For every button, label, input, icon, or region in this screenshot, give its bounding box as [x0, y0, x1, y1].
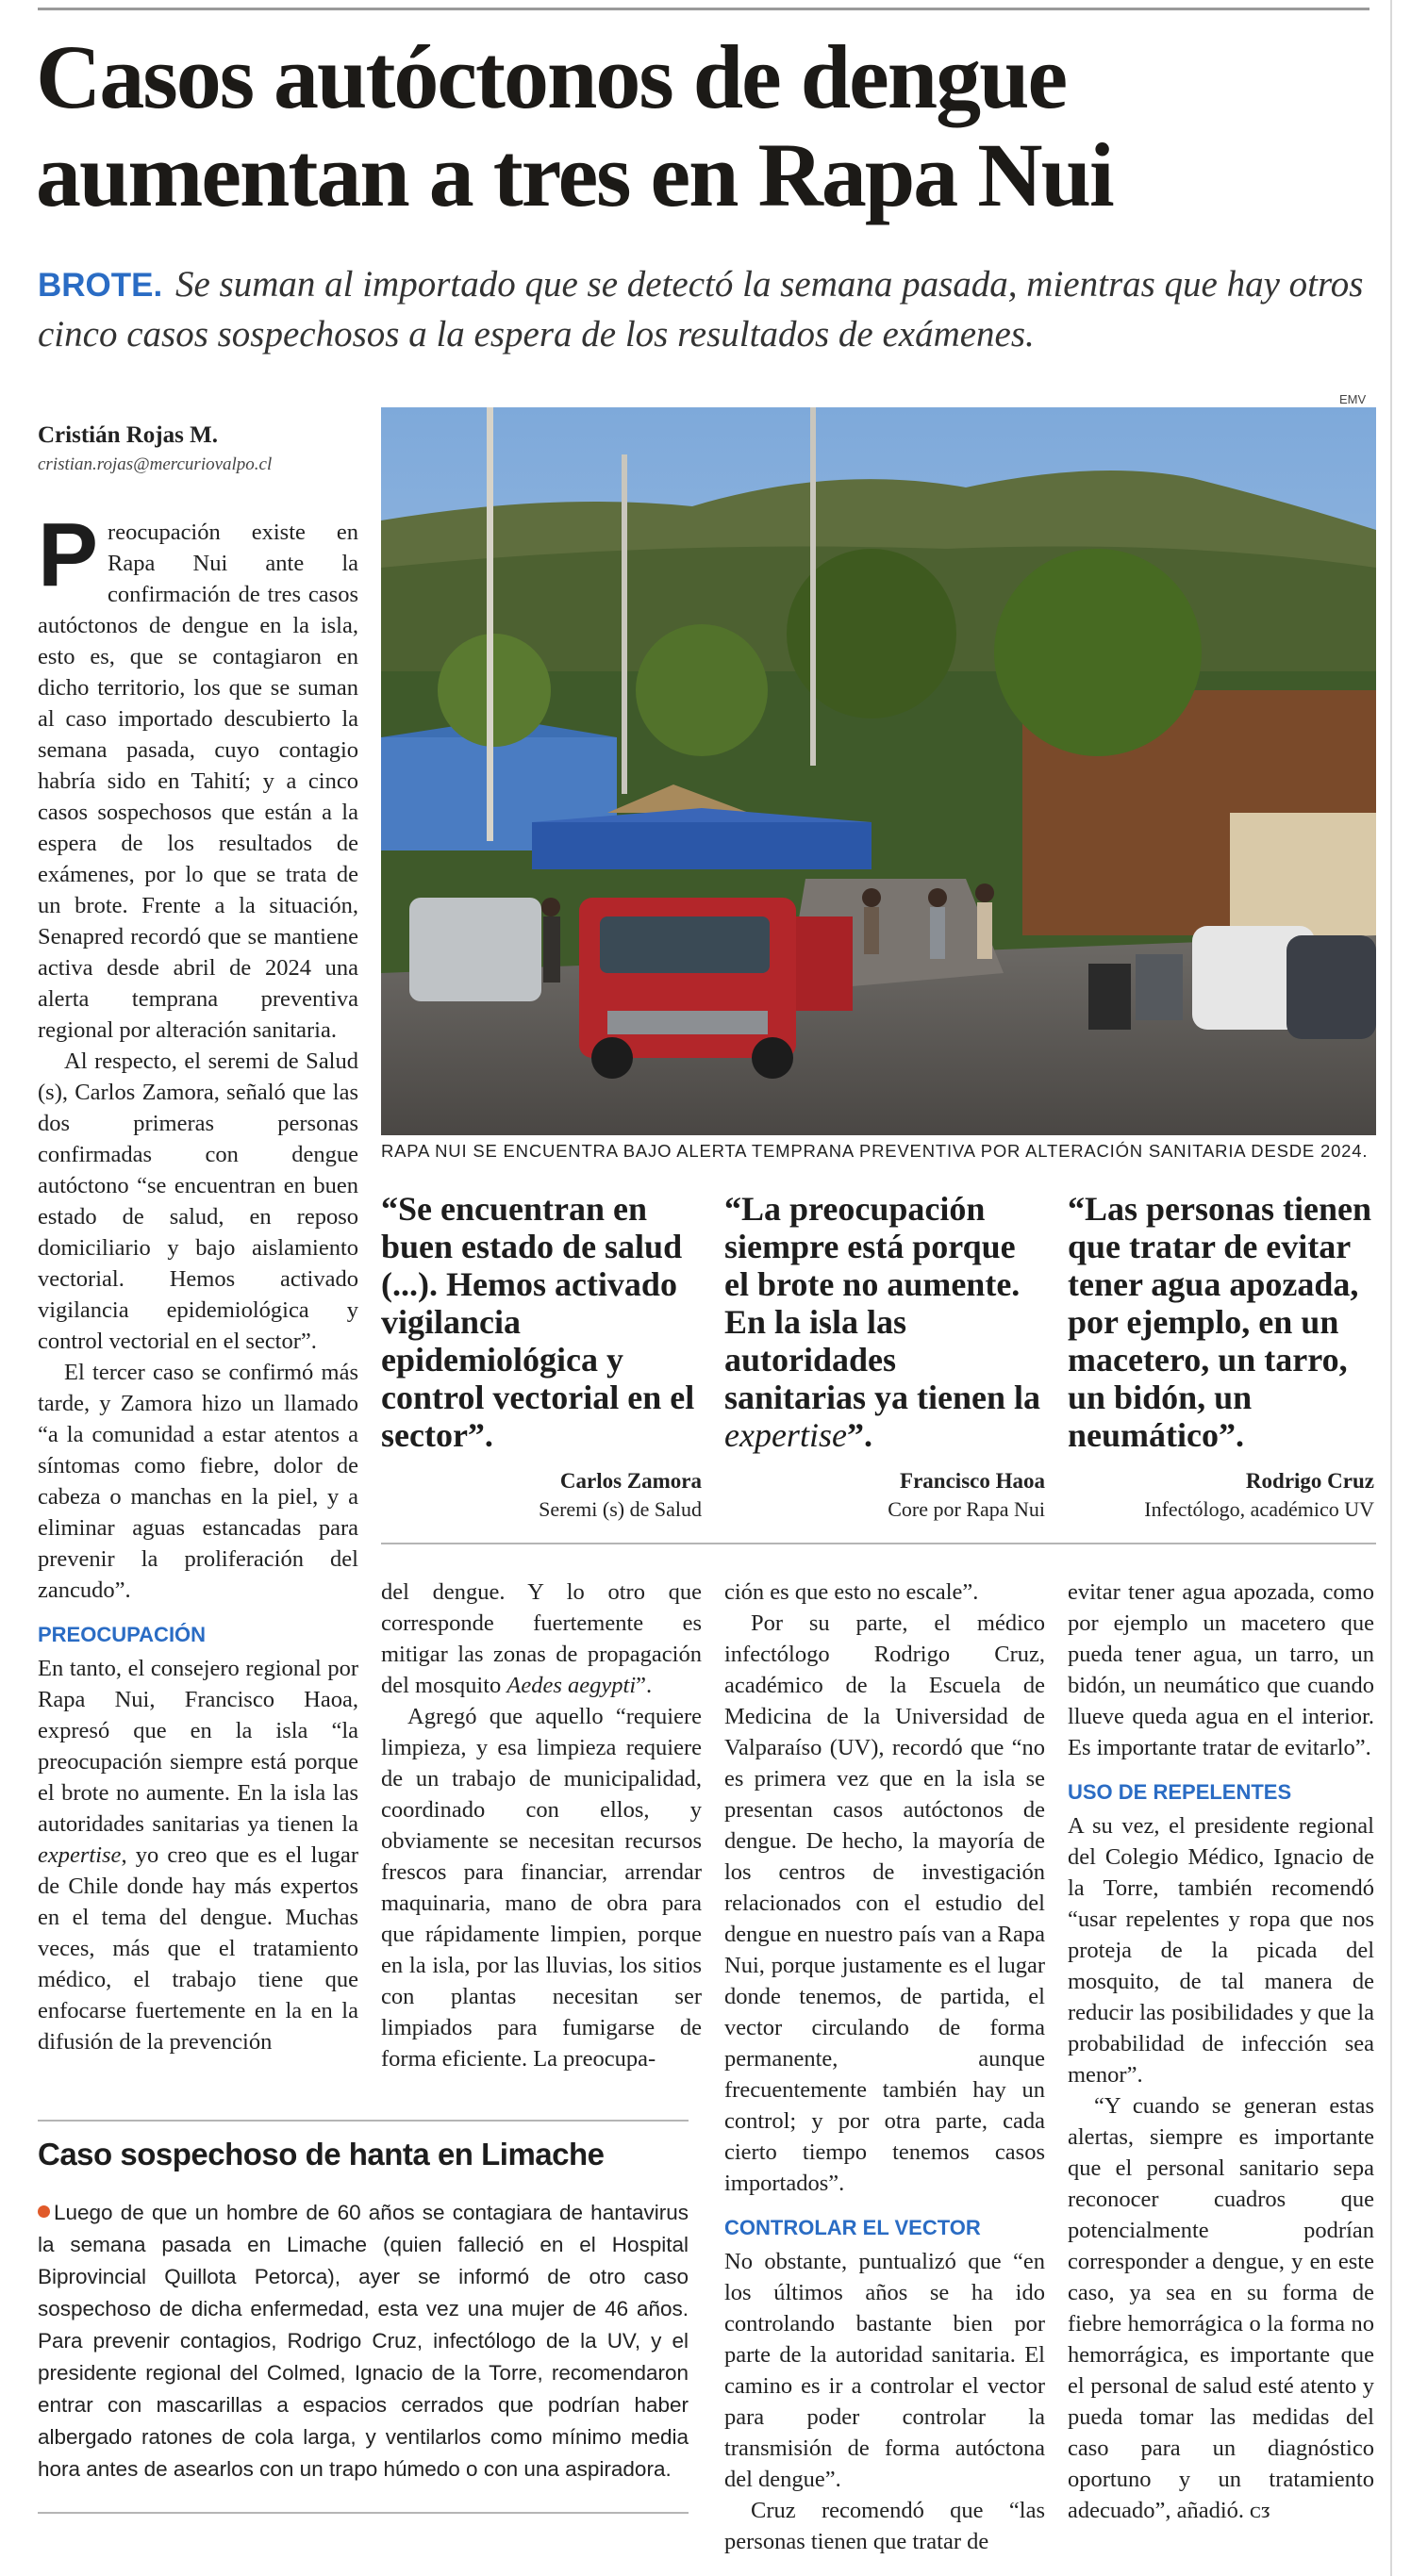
- paragraph: Al respecto, el seremi de Salud (s), Carlos Zamora, señaló que las dos primeras personas confirmadas con dengue autóctono “se encuentran en buen estado de salud, en reposo domiciliario y bajo aislamiento vectorial. Hemos activado vigilancia epidemiológica y control vectorial en el sector”.: [38, 1049, 358, 1354]
- sidebox-rule-bottom: [38, 2512, 689, 2514]
- quote-role: Seremi (s) de Salud: [539, 1497, 702, 1521]
- paragraph-text: “Y cuando se generan estas alertas, siempre es importante que el personal sanitario sepa reconocer cuadros que potencialmente podrían corresponder a dengue, y en este caso, ya sea en su forma de fiebre hemorrágica o la forma no hemorrágica, es importante que el personal de salud esté atento y pueda tomar las medidas del caso para un diagnóstico oportuno y un tratamiento adecuado”, añadió.: [1068, 2093, 1374, 2523]
- emphasis: expertise: [38, 1842, 122, 1868]
- paragraph: ción es que esto no escale”.: [724, 1579, 979, 1605]
- paragraph: Por su parte, el médico infectólogo Rodrigo Cruz, académico de la Escuela de Medicina de la Universidad de Valparaíso (UV), recordó que “no es primera vez que en la isla se presentan casos autóctonos de dengue. De hecho, la mayoría de los centros de investigación relacionados con el estudio del dengue en nuestro país van a Rapa Nui, porque justamente es el lugar donde tenemos, de partida, el vector circulando de forma permanente, aunque frecuentemente también hay un control; y por otra parte, cada cierto tiempo tenemos casos importados”.: [724, 1610, 1045, 2196]
- quote-text: “Las personas tienen que tratar de evitar tener agua apozada, por ejemplo, en un macetero, un tarro, un bidón, un neumático”.: [1068, 1190, 1372, 1454]
- paragraph-text: ”.: [636, 1673, 653, 1698]
- quote-text: “Se encuentran en buen estado de salud (...). Hemos activado vigilancia epidemiológica y control vectorial en el sector”.: [381, 1190, 695, 1454]
- headline: [36, 28, 1375, 224]
- emphasis: Aedes aegypti: [506, 1673, 637, 1698]
- article-column-2: [381, 1577, 702, 2074]
- article-column-4: [1068, 1577, 1374, 2526]
- intro-paragraph: [38, 504, 358, 1046]
- quote-emphasis: expertise: [724, 1416, 847, 1454]
- pull-quote-haoa: [724, 1190, 1045, 1524]
- author-email: cristian.rojas@mercuriovalpo.cl: [38, 454, 273, 474]
- headline-line-2: aumentan a tres en Rapa Nui: [36, 124, 1113, 225]
- sidebox-rule-top: [38, 2120, 689, 2122]
- photo-illustration: [381, 407, 1376, 1135]
- sidebox-title: Caso sospechoso de hanta en Limache: [38, 2137, 605, 2171]
- paragraph: Cruz recomendó que “las personas tienen que tratar de: [724, 2498, 1045, 2554]
- paragraph: [38, 1653, 358, 2057]
- photo-caption: RAPA NUI SE ENCUENTRA BAJO ALERTA TEMPRANA PREVENTIVA POR ALTERACIÓN SANITARIA DESDE 2024.: [381, 1141, 1369, 1161]
- lead-paragraph: [38, 260, 1377, 359]
- paragraph-text: , yo creo que es el lugar de Chile donde hay más expertos en el tema del dengue. Muchas veces, más que el tratamiento médico, el trabajo tiene que enfocarse fuertemente en la en la difusión de la prevención: [38, 1842, 358, 2055]
- quote-author: Rodrigo Cruz: [1245, 1469, 1374, 1493]
- top-rule: [38, 8, 1370, 10]
- byline: [38, 421, 358, 479]
- author-name: Cristián Rojas M.: [38, 422, 218, 448]
- pull-quote-zamora: [381, 1190, 702, 1524]
- bullet-dot-icon: [38, 2205, 50, 2218]
- drop-cap: P: [38, 504, 99, 605]
- quote-text: [724, 1190, 1045, 1454]
- paragraph-text: del dengue. Y lo otro que corresponde fuertemente es mitigar las zonas de propagación del mosquito: [381, 1579, 702, 1698]
- paragraph: No obstante, puntualizó que “en los últimos años se ha ido controlando bastante bien por parte de la autoridad sanitaria. El camino es ir a controlar el vector para poder controlar la transmisión de forma autóctona del dengue”.: [724, 2249, 1045, 2492]
- subhead-preocupacion: PREOCUPACIÓN: [38, 1623, 207, 1646]
- headline-line-1: Casos autóctonos de dengue: [36, 26, 1067, 127]
- intro-text: reocupación existe en Rapa Nui ante la confirmación de tres casos autóctonos de dengue en la isla, esto es, que se contagiaron en dicho territorio, los que se suman al caso importado descubierto la semana pasada, cuyo contagio habría sido en Tahití; y a cinco casos sospechosos que están a la espera de los resultados de exámenes, por lo que se trata de un brote. Frente a la situación, Senapred recordó que se mantiene activa desde abril de 2024 una alerta temprana preventiva regional por alteración sanitaria.: [38, 520, 358, 1043]
- article-column-1: [38, 504, 358, 2057]
- pull-quote-cruz: [1068, 1190, 1374, 1524]
- quote-role: Core por Rapa Nui: [888, 1497, 1045, 1521]
- quote-divider: [381, 1543, 1376, 1544]
- photo-credit: EMV: [1339, 392, 1367, 406]
- article-column-3: [724, 1577, 1045, 2557]
- quote-text-part: “La preocupación siempre está porque el brote no aumente. En la isla las autoridades sanitarias ya tienen la: [724, 1190, 1041, 1416]
- quote-role: Infectólogo, académico UV: [1144, 1497, 1374, 1521]
- quote-author: Francisco Haoa: [900, 1469, 1045, 1493]
- subhead-uso-repelentes: USO DE REPELENTES: [1068, 1780, 1292, 1804]
- quote-author: Carlos Zamora: [559, 1469, 702, 1493]
- sidebox-text: [38, 2197, 689, 2485]
- subhead-controlar-vector: CONTROLAR EL VECTOR: [724, 2216, 981, 2239]
- paragraph: A su vez, el presidente regional del Colegio Médico, Ignacio de la Torre, también recomendó “usar repelentes y ropa que nos proteja de la picada del mosquito, de tal manera de reducir las posibilidades y que la probabilidad de infección sea menor”.: [1068, 1813, 1374, 2088]
- adjacent-page-edge: [1390, 0, 1411, 2576]
- lead-text: Se suman al importado que se detectó la semana pasada, mientras que hay otros cinco casos sospechosos a la espera de los resultados de exámenes.: [38, 264, 1364, 355]
- paragraph: [381, 1577, 702, 1701]
- paragraph: Agregó que aquello “requiere limpieza, y esa limpieza requiere de un trabajo de municipalidad, coordinado con ellos, y obviamente se necesitan recursos frescos para financiar, arrendar maquinaria, mano de obra para que rápidamente limpien, porque en la isla, por las lluvias, los sitios con plantas necesitan ser limpiados para fumigarse de forma eficiente. La preocupa-: [381, 1704, 702, 2072]
- paragraph-text: En tanto, el consejero regional por Rapa Nui, Francisco Haoa, expresó que en la isla “la preocupación siempre está porque el brote no aumente. En la isla las autoridades sanitarias ya tienen la: [38, 1656, 358, 1837]
- sidebox-body: Luego de que un hombre de 60 años se contagiara de hantavirus la semana pasada en Limache (quien falleció en el Hospital Biprovincial Quillota Petorca), ayer se informó de otro caso sospechoso de dicha enfermedad, esta vez una mujer de 46 años. Para prevenir contagios, Rodrigo Cruz, infectólogo de la UV, y el presidente regional del Colmed, Ignacio de la Torre, recomendaron entrar con mascarillas a espacios cerrados que podrían haber albergado ratones de cola larga, y ventilarlos como mínimo media hora antes de asearlos con un trapo húmedo o con una aspiradora.: [38, 2201, 689, 2481]
- quote-text-part: ”.: [846, 1416, 872, 1454]
- paragraph: [1068, 2090, 1374, 2526]
- paragraph: El tercer caso se confirmó más tarde, y Zamora hizo un llamado “a la comunidad a estar atentos a síntomas como fiebre, dolor de cabeza o manchas en la piel, y a eliminar aguas estancadas para prevenir la proliferación del zancudo”.: [38, 1360, 358, 1603]
- paragraph: evitar tener agua apozada, como por ejemplo un macetero que pueda tener agua, un tarro, un bidón, un neumático que cuando llueve queda agua en el interior. Es importante tratar de evitarlo”.: [1068, 1579, 1374, 1760]
- end-mark: ᴄᴣ: [1250, 2498, 1270, 2523]
- lead-kicker: BROTE.: [38, 267, 163, 304]
- street-photo: [381, 407, 1376, 1135]
